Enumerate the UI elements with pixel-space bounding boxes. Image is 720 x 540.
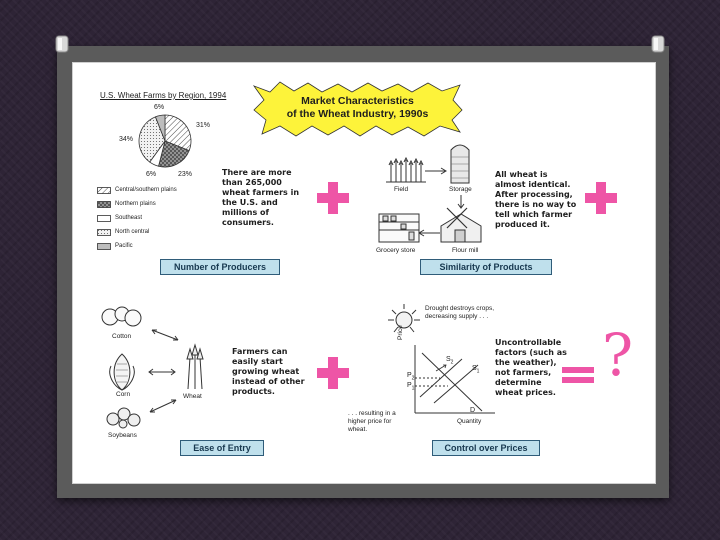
page-title xyxy=(260,95,455,121)
crop-wheat: Wheat xyxy=(183,393,202,400)
legend-swatch-crosshatch xyxy=(97,201,111,208)
crop-corn: Corn xyxy=(116,391,131,398)
legend-label: Northern plains xyxy=(115,201,156,207)
axis-x-label: Quantity xyxy=(457,418,482,425)
pie-label-pacific: 6% xyxy=(154,104,165,111)
price-label-p1 xyxy=(407,382,414,391)
wheat-stalks-icon xyxy=(180,345,210,390)
legend-swatch-white xyxy=(97,215,111,222)
equals-icon xyxy=(560,365,596,385)
double-arrow-icon-3 xyxy=(148,398,178,414)
double-arrow-icon-1 xyxy=(150,328,180,342)
cotton-icon xyxy=(98,305,146,333)
plus-icon-3 xyxy=(315,355,351,391)
legend-swatch-gray xyxy=(97,243,111,250)
legend-swatch-dots xyxy=(97,229,111,236)
products-text: All wheat is almost identical. After processing, there is no way to tell which farmer produced it. xyxy=(495,170,577,229)
curve-label-s1 xyxy=(472,365,479,374)
pie-chart-title: U.S. Wheat Farms by Region, 1994 xyxy=(100,91,227,100)
flour-mill-icon xyxy=(437,204,485,244)
label-similarity-of-products: Similarity of Products xyxy=(420,259,552,275)
price-label-p2 xyxy=(407,372,414,381)
pie-label-north-central: 34% xyxy=(119,136,134,143)
crop-cotton: Cotton xyxy=(112,333,132,340)
price-subscript: 2 xyxy=(411,375,415,382)
grain-silo-icon xyxy=(448,140,472,184)
prices-text: Uncontrollable factors (such as the weather), not farmers, determine wheat prices. xyxy=(495,338,567,397)
step-flour-mill: Flour mill xyxy=(452,247,479,254)
legend-swatch-hatch xyxy=(97,187,111,194)
drought-sun-icon xyxy=(384,302,424,338)
label-control-over-prices: Control over Prices xyxy=(432,440,540,456)
label-number-of-producers: Number of Producers xyxy=(160,259,280,275)
question-mark-icon: ? xyxy=(602,321,634,389)
pushpin-icon-right xyxy=(646,32,670,56)
caption-drought: Drought destroys crops, decreasing supply . . . xyxy=(425,305,495,320)
legend-label: Southeast xyxy=(115,215,143,221)
grocery-store-icon xyxy=(377,208,421,244)
arrow-right-icon xyxy=(425,168,447,174)
price-subscript: 1 xyxy=(411,385,415,392)
step-storage: Storage xyxy=(449,186,472,193)
pushpin-icon-left xyxy=(50,32,74,56)
double-arrow-icon-2 xyxy=(147,368,177,376)
caption-higher-price: . . . resulting in a higher price for wheat. xyxy=(348,410,396,433)
curve-letter: S xyxy=(472,365,477,372)
plus-icon-1 xyxy=(315,180,351,216)
title-line-2: of the Wheat Industry, 1990s xyxy=(286,108,429,120)
pie-label-northern: 23% xyxy=(178,171,193,178)
price-letter: P xyxy=(407,372,412,379)
step-field: Field xyxy=(394,186,409,193)
legend-label: North central xyxy=(115,229,150,235)
legend-label: Central/southern plains xyxy=(115,187,177,193)
curve-letter: S xyxy=(446,356,451,363)
step-grocery-store: Grocery store xyxy=(376,247,416,254)
curve-label-s2 xyxy=(446,356,453,365)
label-ease-of-entry: Ease of Entry xyxy=(180,440,264,456)
wheat-field-icon xyxy=(386,155,426,183)
soybeans-icon xyxy=(105,405,143,429)
entry-text: Farmers can easily start growing wheat instead of other products. xyxy=(232,347,305,396)
legend-label: Pacific xyxy=(115,243,133,249)
corn-icon xyxy=(107,352,137,392)
curve-subscript: 1 xyxy=(476,368,480,375)
arrow-left-icon xyxy=(418,230,440,236)
axis-y-label: Price xyxy=(397,325,404,340)
curve-subscript: 2 xyxy=(450,359,454,366)
producers-text: There are more than 265,000 wheat farmers in the U.S. and millions of consumers. xyxy=(222,168,300,227)
price-letter: P xyxy=(407,382,412,389)
crop-soybeans: Soybeans xyxy=(108,432,137,439)
pie-label-southeast: 6% xyxy=(146,171,157,178)
plus-icon-2 xyxy=(583,180,619,216)
title-line-1: Market Characteristics xyxy=(301,95,414,107)
pie-label-central-southern: 31% xyxy=(196,122,211,129)
curve-label-d: D xyxy=(470,407,476,414)
pie-chart xyxy=(137,113,193,169)
supply-curve-s2 xyxy=(420,359,462,397)
